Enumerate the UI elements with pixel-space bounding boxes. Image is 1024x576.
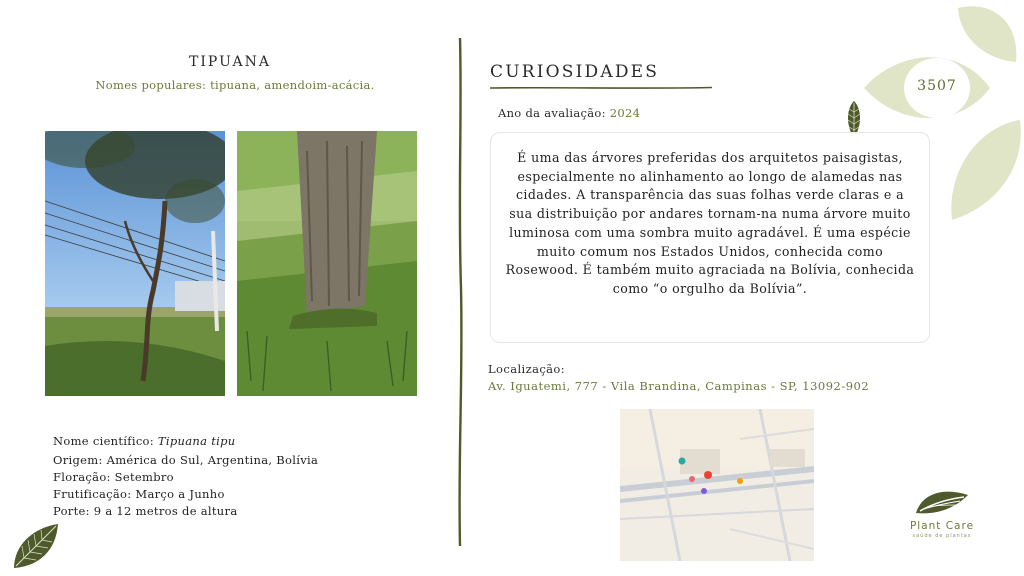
logo-tagline: saúde de plantas: [912, 533, 972, 539]
decorative-leaf-bottom-left: [10, 522, 60, 570]
heading-underline: [490, 86, 712, 90]
tree-photo-full: [45, 131, 225, 396]
scientific-name-value: Tipuana tipu: [157, 434, 236, 448]
tree-facts: [53, 433, 318, 520]
curiosity-box: [490, 132, 930, 343]
evaluation-year-value: 2024: [609, 106, 641, 120]
fruiting: Frutificação: Março a Junho: [53, 487, 225, 501]
popular-names: Nomes populares: tipuana, amendoim-acácia.: [95, 78, 375, 92]
tree-trunk-photo: [237, 131, 417, 396]
record-number: 3507: [917, 78, 957, 94]
curiosity-text: É uma das árvores preferidas dos arquitetos paisagistas, especialmente no alinhamento ao longo de alamedas nas cidades. A transparência das suas folhas verde claras e a sua distribuição por andares tornam-na numa árvore muito luminosa com uma sombra muito agradável. É uma espécie muito comum nos Estados Unidos, conhecida como Rosewood. É também muito agraciada na Bolívia, conhecida como “o orgulho da Bolívia”.: [505, 150, 915, 296]
location-address[interactable]: Av. Iguatemi, 777 - Vila Brandina, Campinas - SP, 13092-902: [488, 379, 870, 393]
tree-name-title: TIPUANA: [189, 54, 271, 70]
evaluation-year: Ano da avaliação: 2024: [498, 106, 641, 120]
curiosities-heading: CURIOSIDADES: [490, 62, 660, 82]
column-divider: [456, 38, 464, 546]
scientific-name: Nome científico: Tipuana tipu: [53, 434, 236, 448]
plant-care-logo-icon: [914, 487, 970, 517]
location-map[interactable]: [620, 409, 814, 561]
origin: Origem: América do Sul, Argentina, Bolívia: [53, 453, 319, 467]
tree-size: Porte: 9 a 12 metros de altura: [53, 504, 238, 518]
logo-name: Plant Care: [909, 520, 975, 532]
location-label: Localização:: [488, 362, 566, 376]
flowering: Floração: Setembro: [53, 470, 174, 484]
